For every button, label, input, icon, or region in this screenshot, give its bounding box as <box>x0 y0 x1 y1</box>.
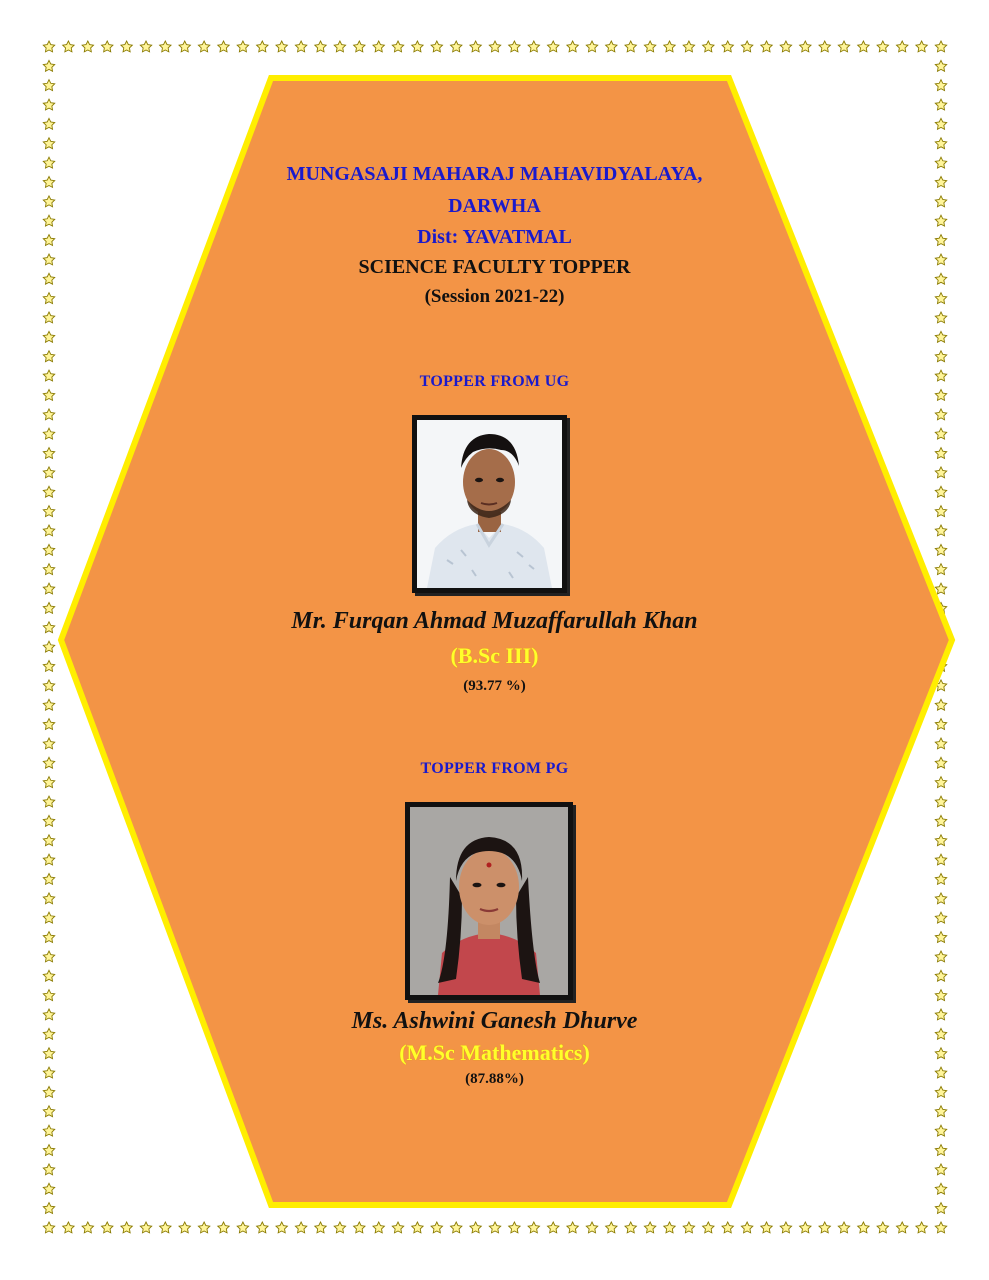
pg-topper-name: Ms. Ashwini Ganesh Dhurve <box>351 1008 638 1034</box>
ug-topper-name: Mr. Furqan Ahmad Muzaffarullah Khan <box>291 608 698 634</box>
pg-portrait-image <box>410 807 568 995</box>
college-name: MUNGASAJI MAHARAJ MAHAVIDYALAYA, <box>286 163 703 185</box>
pg-topper-photo <box>405 802 573 1000</box>
ug-topper-photo <box>412 415 567 593</box>
ug-heading: TOPPER FROM UG <box>419 373 570 390</box>
pg-topper-percentage: (87.88%) <box>465 1071 524 1087</box>
ug-portrait-image <box>417 420 562 588</box>
ug-topper-percentage: (93.77 %) <box>463 678 526 694</box>
college-district: Dist: YAVATMAL <box>417 226 572 248</box>
ug-topper-course: (B.Sc III) <box>450 643 539 668</box>
pg-topper-course: (M.Sc Mathematics) <box>399 1040 590 1065</box>
college-city: DARWHA <box>448 195 541 217</box>
pg-heading: TOPPER FROM PG <box>420 760 569 777</box>
session-label: (Session 2021-22) <box>424 286 565 307</box>
page-title: SCIENCE FACULTY TOPPER <box>358 256 631 278</box>
